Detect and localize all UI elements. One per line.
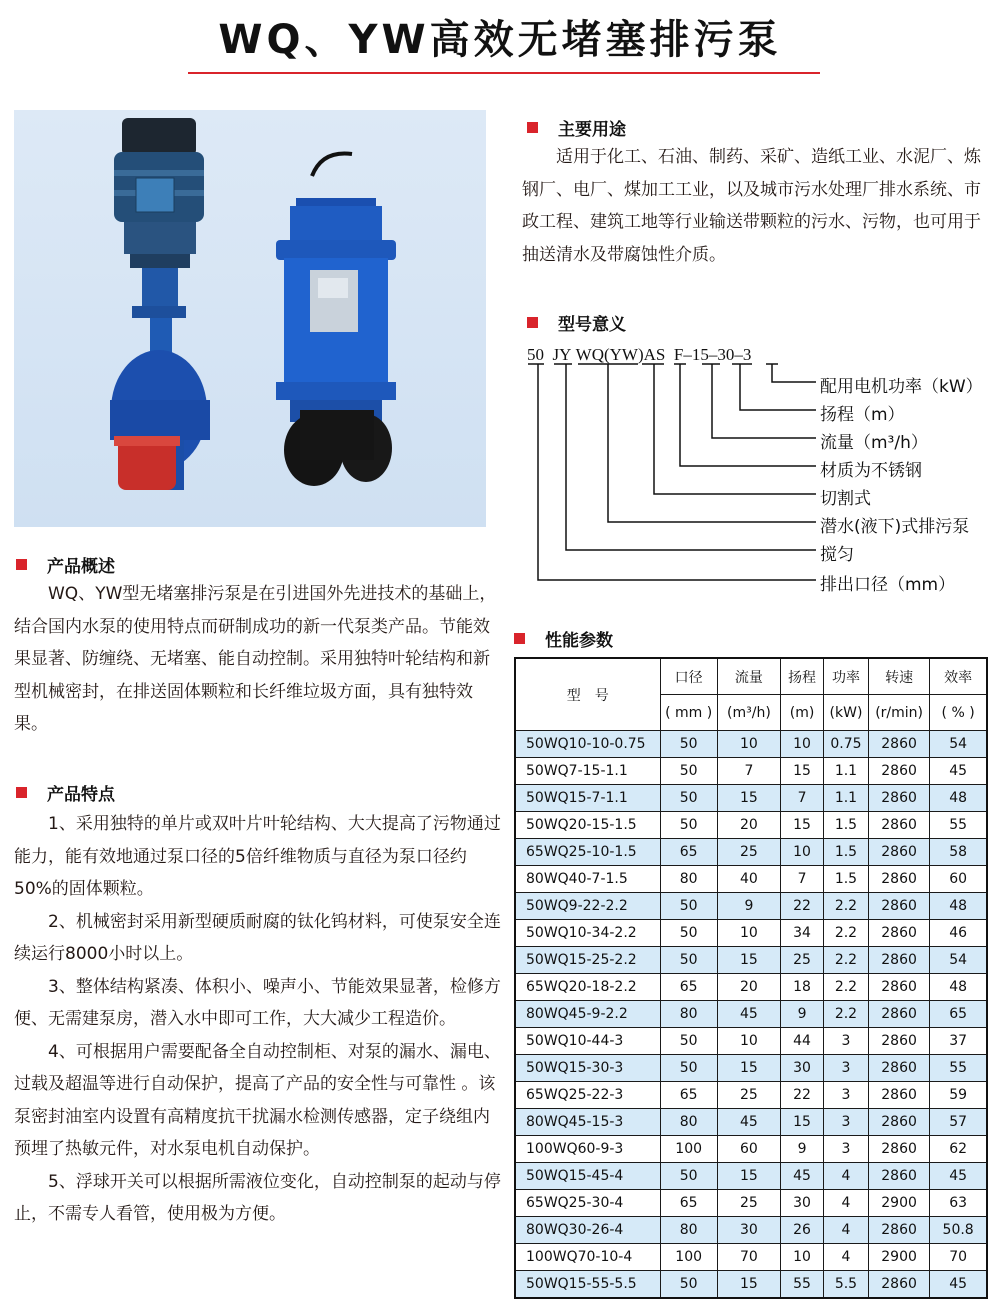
- table-cell: 2860: [868, 839, 929, 866]
- table-cell: 48: [930, 893, 987, 920]
- table-cell: 60: [717, 1136, 780, 1163]
- bullet-square-icon: [16, 787, 27, 798]
- table-cell: 5.5: [824, 1271, 869, 1299]
- table-cell: 2860: [868, 920, 929, 947]
- table-cell: 25: [781, 947, 824, 974]
- table-cell: 70: [930, 1244, 987, 1271]
- table-row: [515, 893, 987, 920]
- table-cell: 4: [824, 1190, 869, 1217]
- bullet-square-icon: [527, 317, 538, 328]
- table-cell: 63: [930, 1190, 987, 1217]
- table-cell: 50: [660, 920, 717, 947]
- table-cell: 57: [930, 1109, 987, 1136]
- table-cell: 20: [717, 812, 780, 839]
- table-cell: 2860: [868, 1271, 929, 1299]
- table-cell-model: 65WQ25-10-1.5: [515, 839, 660, 866]
- table-cell: 10: [717, 920, 780, 947]
- table-cell: 20: [717, 974, 780, 1001]
- table-cell: 9: [781, 1136, 824, 1163]
- table-cell: 45: [717, 1001, 780, 1028]
- table-cell: 2860: [868, 974, 929, 1001]
- table-cell: 1.5: [824, 866, 869, 893]
- table-cell: 37: [930, 1028, 987, 1055]
- table-row: [515, 785, 987, 812]
- table-cell: 100: [660, 1244, 717, 1271]
- table-cell: 60: [930, 866, 987, 893]
- table-cell: 15: [781, 758, 824, 785]
- header-name: 转速: [868, 658, 929, 695]
- table-cell-model: 50WQ7-15-1.1: [515, 758, 660, 785]
- table-row: [515, 1244, 987, 1271]
- table-cell: 10: [781, 731, 824, 758]
- table-cell: 25: [717, 1082, 780, 1109]
- feature-item: 5、浮球开关可以根据所需液位变化，自动控制泵的起动与停止，不需专人看管，使用极为方便。: [14, 1171, 501, 1224]
- table-cell: 34: [781, 920, 824, 947]
- table-cell-model: 50WQ9-22-2.2: [515, 893, 660, 920]
- table-row: [515, 1217, 987, 1244]
- table-cell-model: 50WQ10-10-0.75: [515, 731, 660, 758]
- table-cell: 45: [781, 1163, 824, 1190]
- table-cell: 15: [717, 1163, 780, 1190]
- model-label: 流量（m³/h）: [820, 433, 928, 453]
- table-cell: 50: [660, 893, 717, 920]
- table-cell: 80: [660, 1217, 717, 1244]
- table-cell: 50: [660, 1028, 717, 1055]
- bullet-square-icon: [527, 122, 538, 133]
- page-title: WQ、YW高效无堵塞排污泵: [218, 17, 782, 63]
- table-cell: 50: [660, 1055, 717, 1082]
- table-cell: 55: [781, 1271, 824, 1299]
- model-label: 排出口径（mm）: [820, 575, 956, 595]
- table-cell: 10: [781, 1244, 824, 1271]
- table-cell: 15: [717, 1271, 780, 1299]
- table-cell: 22: [781, 893, 824, 920]
- table-row: [515, 1163, 987, 1190]
- table-cell: 62: [930, 1136, 987, 1163]
- table-cell: 50: [660, 758, 717, 785]
- table-cell: 2.2: [824, 974, 869, 1001]
- table-cell-model: 50WQ15-25-2.2: [515, 947, 660, 974]
- table-cell-model: 50WQ20-15-1.5: [515, 812, 660, 839]
- header-unit: (kW): [824, 695, 869, 731]
- code-part: 15: [691, 345, 709, 364]
- header-name: 功率: [824, 658, 869, 695]
- table-cell: 2.2: [824, 893, 869, 920]
- feature-item: 1、采用独特的单片或双叶片叶轮结构、大大提高了污物通过能力，能有效地通过泵口径的5倍纤维物质与直径为泵口径约50%的固体颗粒。: [14, 814, 501, 899]
- table-cell: 22: [781, 1082, 824, 1109]
- table-cell: 50: [660, 947, 717, 974]
- overview-heading: 产品概述: [16, 552, 115, 577]
- table-cell: 50: [660, 812, 717, 839]
- table-cell: 2860: [868, 1136, 929, 1163]
- table-cell: 15: [717, 785, 780, 812]
- table-cell-model: 80WQ45-9-2.2: [515, 1001, 660, 1028]
- header-name: 口径: [660, 658, 717, 695]
- usage-text: 适用于化工、石油、制药、采矿、造纸工业、水泥厂、炼钢厂、电厂、煤加工工业，以及城市污水处理厂排水系统、市政工程、建筑工地等行业输送带颗粒的污水、污物，也可用于抽送清水及带腐蚀性介质。: [522, 147, 981, 265]
- table-cell: 2860: [868, 1217, 929, 1244]
- table-cell: 65: [660, 839, 717, 866]
- table-cell: 65: [660, 1190, 717, 1217]
- table-cell: 2860: [868, 1082, 929, 1109]
- table-cell-model: 65WQ25-30-4: [515, 1190, 660, 1217]
- table-cell: 10: [717, 1028, 780, 1055]
- header-unit: (r/min): [868, 695, 929, 731]
- header-name: 扬程: [781, 658, 824, 695]
- table-cell: 7: [781, 866, 824, 893]
- table-cell: 15: [717, 947, 780, 974]
- table-cell: 2860: [868, 1109, 929, 1136]
- table-cell: 100: [660, 1136, 717, 1163]
- model-label: 切割式: [820, 489, 871, 509]
- table-cell: 2860: [868, 1163, 929, 1190]
- code-part: F: [673, 345, 684, 364]
- table-cell: 54: [930, 947, 987, 974]
- table-cell: 15: [717, 1055, 780, 1082]
- code-part: –: [683, 345, 692, 364]
- header-unit: ( % ): [930, 695, 987, 731]
- model-label: 配用电机功率（kW）: [820, 377, 983, 397]
- table-row: [515, 1190, 987, 1217]
- table-cell: 3: [824, 1055, 869, 1082]
- model-label: 搅匀: [820, 545, 854, 565]
- table-cell: 10: [781, 839, 824, 866]
- table-row: [515, 920, 987, 947]
- table-cell: 1.5: [824, 839, 869, 866]
- code-part: AS: [643, 345, 666, 364]
- table-cell: 7: [781, 785, 824, 812]
- code-part: –30: [708, 345, 735, 364]
- table-cell: 50: [660, 731, 717, 758]
- table-cell: 46: [930, 920, 987, 947]
- table-cell: 2860: [868, 812, 929, 839]
- table-cell-model: 80WQ45-15-3: [515, 1109, 660, 1136]
- table-row: [515, 1001, 987, 1028]
- code-part: 3: [742, 345, 752, 364]
- table-cell: 2860: [868, 731, 929, 758]
- table-cell: 1.5: [824, 812, 869, 839]
- table-row: [515, 1055, 987, 1082]
- table-cell: 54: [930, 731, 987, 758]
- table-cell: 25: [717, 1190, 780, 1217]
- header-model: 型 号: [515, 658, 660, 731]
- table-cell: 45: [930, 1271, 987, 1299]
- table-cell: 30: [781, 1055, 824, 1082]
- table-cell: 55: [930, 1055, 987, 1082]
- table-cell: 45: [930, 1163, 987, 1190]
- code-part: –: [734, 345, 743, 364]
- table-row: [515, 1028, 987, 1055]
- table-cell: 80: [660, 1001, 717, 1028]
- table-row: [515, 1109, 987, 1136]
- model-label: 扬程（m）: [820, 405, 905, 425]
- table-cell: 50: [660, 785, 717, 812]
- table-cell: 70: [717, 1244, 780, 1271]
- table-cell-model: 50WQ10-44-3: [515, 1028, 660, 1055]
- model-meaning-connectors: [520, 340, 820, 600]
- table-cell: 2900: [868, 1244, 929, 1271]
- table-cell: 30: [781, 1190, 824, 1217]
- feature-item: 4、可根据用户需要配备全自动控制柜、对泵的漏水、漏电、过载及超温等进行自动保护，提高了产品的安全性与可靠性 。该泵密封油室内设置有高精度抗干扰漏水检测传感器，定子绕组内预埋了热敏元件，对水泵电机自动保护。: [14, 1041, 501, 1159]
- table-cell: 4: [824, 1244, 869, 1271]
- header-name: 效率: [930, 658, 987, 695]
- table-cell-model: 100WQ70-10-4: [515, 1244, 660, 1271]
- table-cell: 10: [717, 731, 780, 758]
- header-name: 流量: [717, 658, 780, 695]
- table-cell-model: 50WQ10-34-2.2: [515, 920, 660, 947]
- table-cell-model: 65WQ20-18-2.2: [515, 974, 660, 1001]
- table-row: [515, 812, 987, 839]
- table-cell: 80: [660, 1109, 717, 1136]
- table-cell: 3: [824, 1109, 869, 1136]
- table-cell: 15: [781, 812, 824, 839]
- performance-table-body: [515, 731, 987, 1299]
- table-cell: 2860: [868, 1028, 929, 1055]
- header-unit: (m): [781, 695, 824, 731]
- table-cell: 2860: [868, 893, 929, 920]
- table-cell: 15: [781, 1109, 824, 1136]
- table-cell: 3: [824, 1082, 869, 1109]
- features-list: [14, 808, 502, 1231]
- usage-heading: 主要用途: [527, 115, 626, 140]
- table-cell: 2860: [868, 947, 929, 974]
- table-cell: 1.1: [824, 758, 869, 785]
- header-unit: ( mm ): [660, 695, 717, 731]
- table-cell: 55: [930, 812, 987, 839]
- table-cell: 65: [660, 1082, 717, 1109]
- table-row: [515, 1082, 987, 1109]
- table-cell: 9: [717, 893, 780, 920]
- table-cell: 0.75: [824, 731, 869, 758]
- overview-text: WQ、YW型无堵塞排污泵是在引进国外先进技术的基础上，结合国内水泵的使用特点而研制成功的新一代泵类产品。节能效果显著、防缠绕、无堵塞、能自动控制。采用独特叶轮结构和新型机械密封，在排送固体颗粒和长纤维垃圾方面，具有独特效果。: [14, 584, 497, 734]
- table-row: [515, 1136, 987, 1163]
- code-part: 50: [527, 345, 544, 364]
- table-cell: 7: [717, 758, 780, 785]
- table-cell-model: 65WQ25-22-3: [515, 1082, 660, 1109]
- model-label: 材质为不锈钢: [820, 461, 922, 481]
- table-cell: 50.8: [930, 1217, 987, 1244]
- table-cell: 30: [717, 1217, 780, 1244]
- table-cell: 3: [824, 1028, 869, 1055]
- table-cell: 18: [781, 974, 824, 1001]
- table-cell: 80: [660, 866, 717, 893]
- table-row: [515, 866, 987, 893]
- table-cell: 2860: [868, 866, 929, 893]
- features-heading: 产品特点: [16, 780, 115, 805]
- table-cell: 48: [930, 974, 987, 1001]
- code-part: JY: [552, 345, 572, 364]
- code-part: WQ(YW): [575, 345, 644, 364]
- table-cell: 4: [824, 1163, 869, 1190]
- table-cell: 2.2: [824, 1001, 869, 1028]
- table-cell: 26: [781, 1217, 824, 1244]
- table-cell: 59: [930, 1082, 987, 1109]
- table-cell: 2.2: [824, 920, 869, 947]
- table-cell: 9: [781, 1001, 824, 1028]
- bullet-square-icon: [16, 559, 27, 570]
- table-cell: 44: [781, 1028, 824, 1055]
- header-unit: (m³/h): [717, 695, 780, 731]
- table-row: [515, 731, 987, 758]
- table-cell: 65: [660, 974, 717, 1001]
- table-row: [515, 839, 987, 866]
- table-cell: 45: [717, 1109, 780, 1136]
- table-cell: 2900: [868, 1190, 929, 1217]
- table-cell: 2860: [868, 1055, 929, 1082]
- model-meaning-heading: 型号意义: [527, 310, 626, 335]
- table-cell: 40: [717, 866, 780, 893]
- table-cell-model: 50WQ15-45-4: [515, 1163, 660, 1190]
- table-cell-model: 80WQ30-26-4: [515, 1217, 660, 1244]
- performance-table: [514, 657, 988, 1299]
- title-underline: [188, 72, 820, 74]
- table-cell-model: 50WQ15-55-5.5: [515, 1271, 660, 1299]
- table-row: [515, 974, 987, 1001]
- bullet-square-icon: [514, 633, 525, 644]
- table-row: [515, 758, 987, 785]
- pump-illustration: [14, 110, 486, 527]
- table-cell: 3: [824, 1136, 869, 1163]
- table-cell: 48: [930, 785, 987, 812]
- product-photo: [14, 110, 486, 527]
- feature-item: 3、整体结构紧凑、体积小、噪声小、节能效果显著，检修方便、无需建泵房，潜入水中即可工作，大大减少工程造价。: [14, 976, 501, 1029]
- table-cell-model: 80WQ40-7-1.5: [515, 866, 660, 893]
- table-cell: 50: [660, 1271, 717, 1299]
- model-label: 潜水(液下)式排污泵: [820, 517, 970, 537]
- table-cell: 45: [930, 758, 987, 785]
- table-cell: 25: [717, 839, 780, 866]
- performance-heading: 性能参数: [514, 626, 613, 651]
- table-cell: 1.1: [824, 785, 869, 812]
- table-cell: 2860: [868, 1001, 929, 1028]
- table-cell-model: 100WQ60-9-3: [515, 1136, 660, 1163]
- table-cell-model: 50WQ15-7-1.1: [515, 785, 660, 812]
- table-cell: 2.2: [824, 947, 869, 974]
- table-row: [515, 947, 987, 974]
- table-cell: 50: [660, 1163, 717, 1190]
- table-cell-model: 50WQ15-30-3: [515, 1055, 660, 1082]
- table-cell: 58: [930, 839, 987, 866]
- table-cell: 4: [824, 1217, 869, 1244]
- feature-item: 2、机械密封采用新型硬质耐腐的钛化钨材料，可使泵安全连续运行8000小时以上。: [14, 911, 501, 964]
- table-cell: 65: [930, 1001, 987, 1028]
- table-row: [515, 1271, 987, 1299]
- table-cell: 2860: [868, 758, 929, 785]
- table-cell: 2860: [868, 785, 929, 812]
